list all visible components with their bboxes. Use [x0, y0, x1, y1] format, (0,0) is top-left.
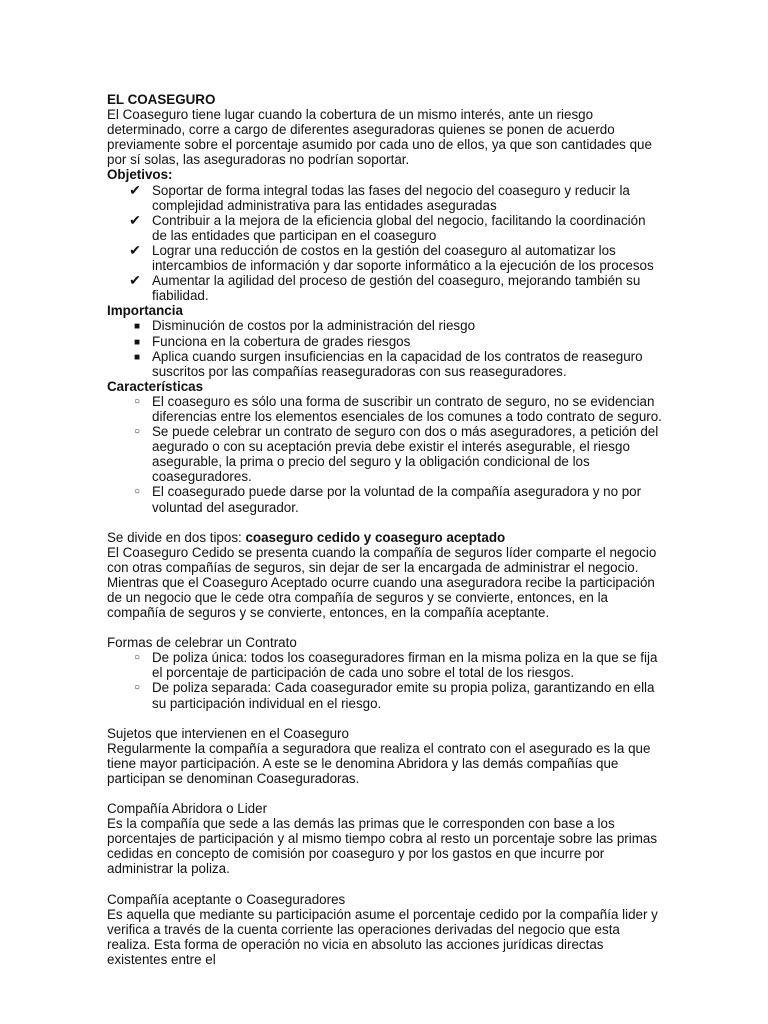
- circle-bullet-icon: ○: [133, 395, 141, 407]
- circle-bullet-icon: ○: [133, 682, 141, 694]
- document-page: [107, 92, 663, 967]
- sujetos-heading: Sujetos que intervienen en el Coaseguro: [107, 725, 349, 741]
- circle-bullet-icon: ○: [133, 486, 141, 498]
- list-item: ✔ Contribuir a la mejora de la eficiencia global del negocio, facilitando la coordinación de las entidades que participan en el coaseguro: [107, 213, 663, 243]
- abridora-heading: Compañía Abridora o Lider: [107, 801, 268, 817]
- circle-bullet-icon: ○: [133, 652, 141, 664]
- aceptante-heading: Compañía aceptante o Coaseguradores: [107, 891, 346, 907]
- list-item: ○ De poliza separada: Cada coasegurador emite su propia poliza, garantizando en ella su participación individual en el riesgo.: [107, 680, 663, 710]
- caracteristicas-heading: Características: [107, 378, 204, 394]
- list-item: ✔ Soportar de forma integral todas las fases del negocio del coaseguro y reducir la complejidad administrativa para las entidades aseguradas: [107, 183, 663, 213]
- formas-heading: Formas de celebrar un Contrato: [107, 635, 297, 651]
- caracteristicas-list: [107, 394, 663, 515]
- list-item: ○ De poliza única: todos los coaseguradores firman en la misma poliza en la que se fija el porcentaje de participación de cada uno sobre el total de los riesgos.: [107, 650, 663, 680]
- document-title: EL COASEGURO: [107, 92, 216, 107]
- list-item: ✔ Aumentar la agilidad del proceso de gestión del coaseguro, mejorando también su fiabilidad.: [107, 273, 663, 303]
- objetivos-heading: Objetivos:: [107, 167, 173, 183]
- circle-bullet-icon: ○: [133, 426, 141, 438]
- aceptado-paragraph: Mientras que el Coaseguro Aceptado ocurre cuando una aseguradora recibe la participación de un negocio que le cede otra compañía de seguros y se convierte, entonces, en la compañía de seguros y se convierte, entonces, en la compañía aceptante.: [107, 574, 655, 621]
- list-item: ■ Aplica cuando surgen insuficiencias en la capacidad de los contratos de reaseguro suscritos por las compañías reaseguradoras con sus reaseguradores.: [107, 349, 663, 379]
- checkmark-icon: ✔: [129, 211, 141, 228]
- list-item: ■ Funciona en la cobertura de grades riesgos: [107, 334, 663, 349]
- list-item: ○ Se puede celebrar un contrato de seguro con dos o más aseguradores, a petición del aegurado o con su aceptación previa debe existir el interés asegurable, el riesgo asegurable, la prima o precio del seguro y la obligación condicional de los coaseguradores.: [107, 424, 663, 484]
- intro-paragraph: El Coaseguro tiene lugar cuando la cobertura de un mismo interés, ante un riesgo determinado, corre a cargo de diferentes aseguradoras quienes se ponen de acuerdo previamente sobre el porcentaje asumido por cada uno de ellos, ya que son cantidades que por sí solas, las aseguradoras no podrían soportar.: [107, 107, 652, 168]
- square-bullet-icon: ■: [133, 336, 141, 348]
- list-item: ■ Disminución de costos por la administración del riesgo: [107, 318, 663, 333]
- objetivos-list: [107, 183, 663, 304]
- formas-list: [107, 650, 663, 710]
- checkmark-icon: ✔: [129, 241, 141, 258]
- checkmark-icon: ✔: [129, 272, 141, 289]
- cedido-paragraph: El Coaseguro Cedido se presenta cuando la compañía de seguros líder comparte el negocio con otras compañías de seguros, sin dejar de ser la encargada de administrar el negocio.: [107, 544, 657, 575]
- list-item: ○ El coasegurado puede darse por la voluntad de la compañía aseguradora y no por voluntad del asegurador.: [107, 484, 663, 514]
- importancia-list: [107, 318, 663, 378]
- tipos-paragraph: Se divide en dos tipos: coaseguro cedido y coaseguro aceptado: [107, 529, 506, 545]
- list-item: ○ El coaseguro es sólo una forma de suscribir un contrato de seguro, no se evidencian diferencias entre los elementos esenciales de los comunes a todo contrato de seguro.: [107, 394, 663, 424]
- sujetos-paragraph: Regularmente la compañía a seguradora que realiza el contrato con el asegurado es la que tiene mayor participación. A este se le denomina Abridora y las demás compañías que participan se denominan Coaseguradoras.: [107, 740, 651, 786]
- importancia-heading: Importancia: [107, 303, 183, 319]
- abridora-paragraph: Es la compañía que sede a las demás las primas que le corresponden con base a los porcentajes de participación y al mismo tiempo cobra al resto un porcentaje sobre las primas cedidas en concepto de comisión por coaseguro y por los gastos en que incurre por administrar la poliza.: [107, 816, 658, 877]
- square-bullet-icon: ■: [133, 321, 141, 333]
- square-bullet-icon: ■: [133, 351, 141, 363]
- tipos-bold: coaseguro cedido y coaseguro aceptado: [245, 529, 506, 545]
- checkmark-icon: ✔: [129, 181, 141, 198]
- aceptante-paragraph: Es aquella que mediante su participación asume el porcentaje cedido por la compañía lider y verifica a través de la cuenta corriente las operaciones derivadas del negocio que esta realiza. Esta forma de operación no vicia en absoluto las acciones jurídicas directas existentes entre el: [107, 906, 658, 967]
- list-item: ✔ Lograr una reducción de costos en la gestión del coaseguro al automatizar los intercambios de información y dar soporte informático a la ejecución de los procesos: [107, 243, 663, 273]
